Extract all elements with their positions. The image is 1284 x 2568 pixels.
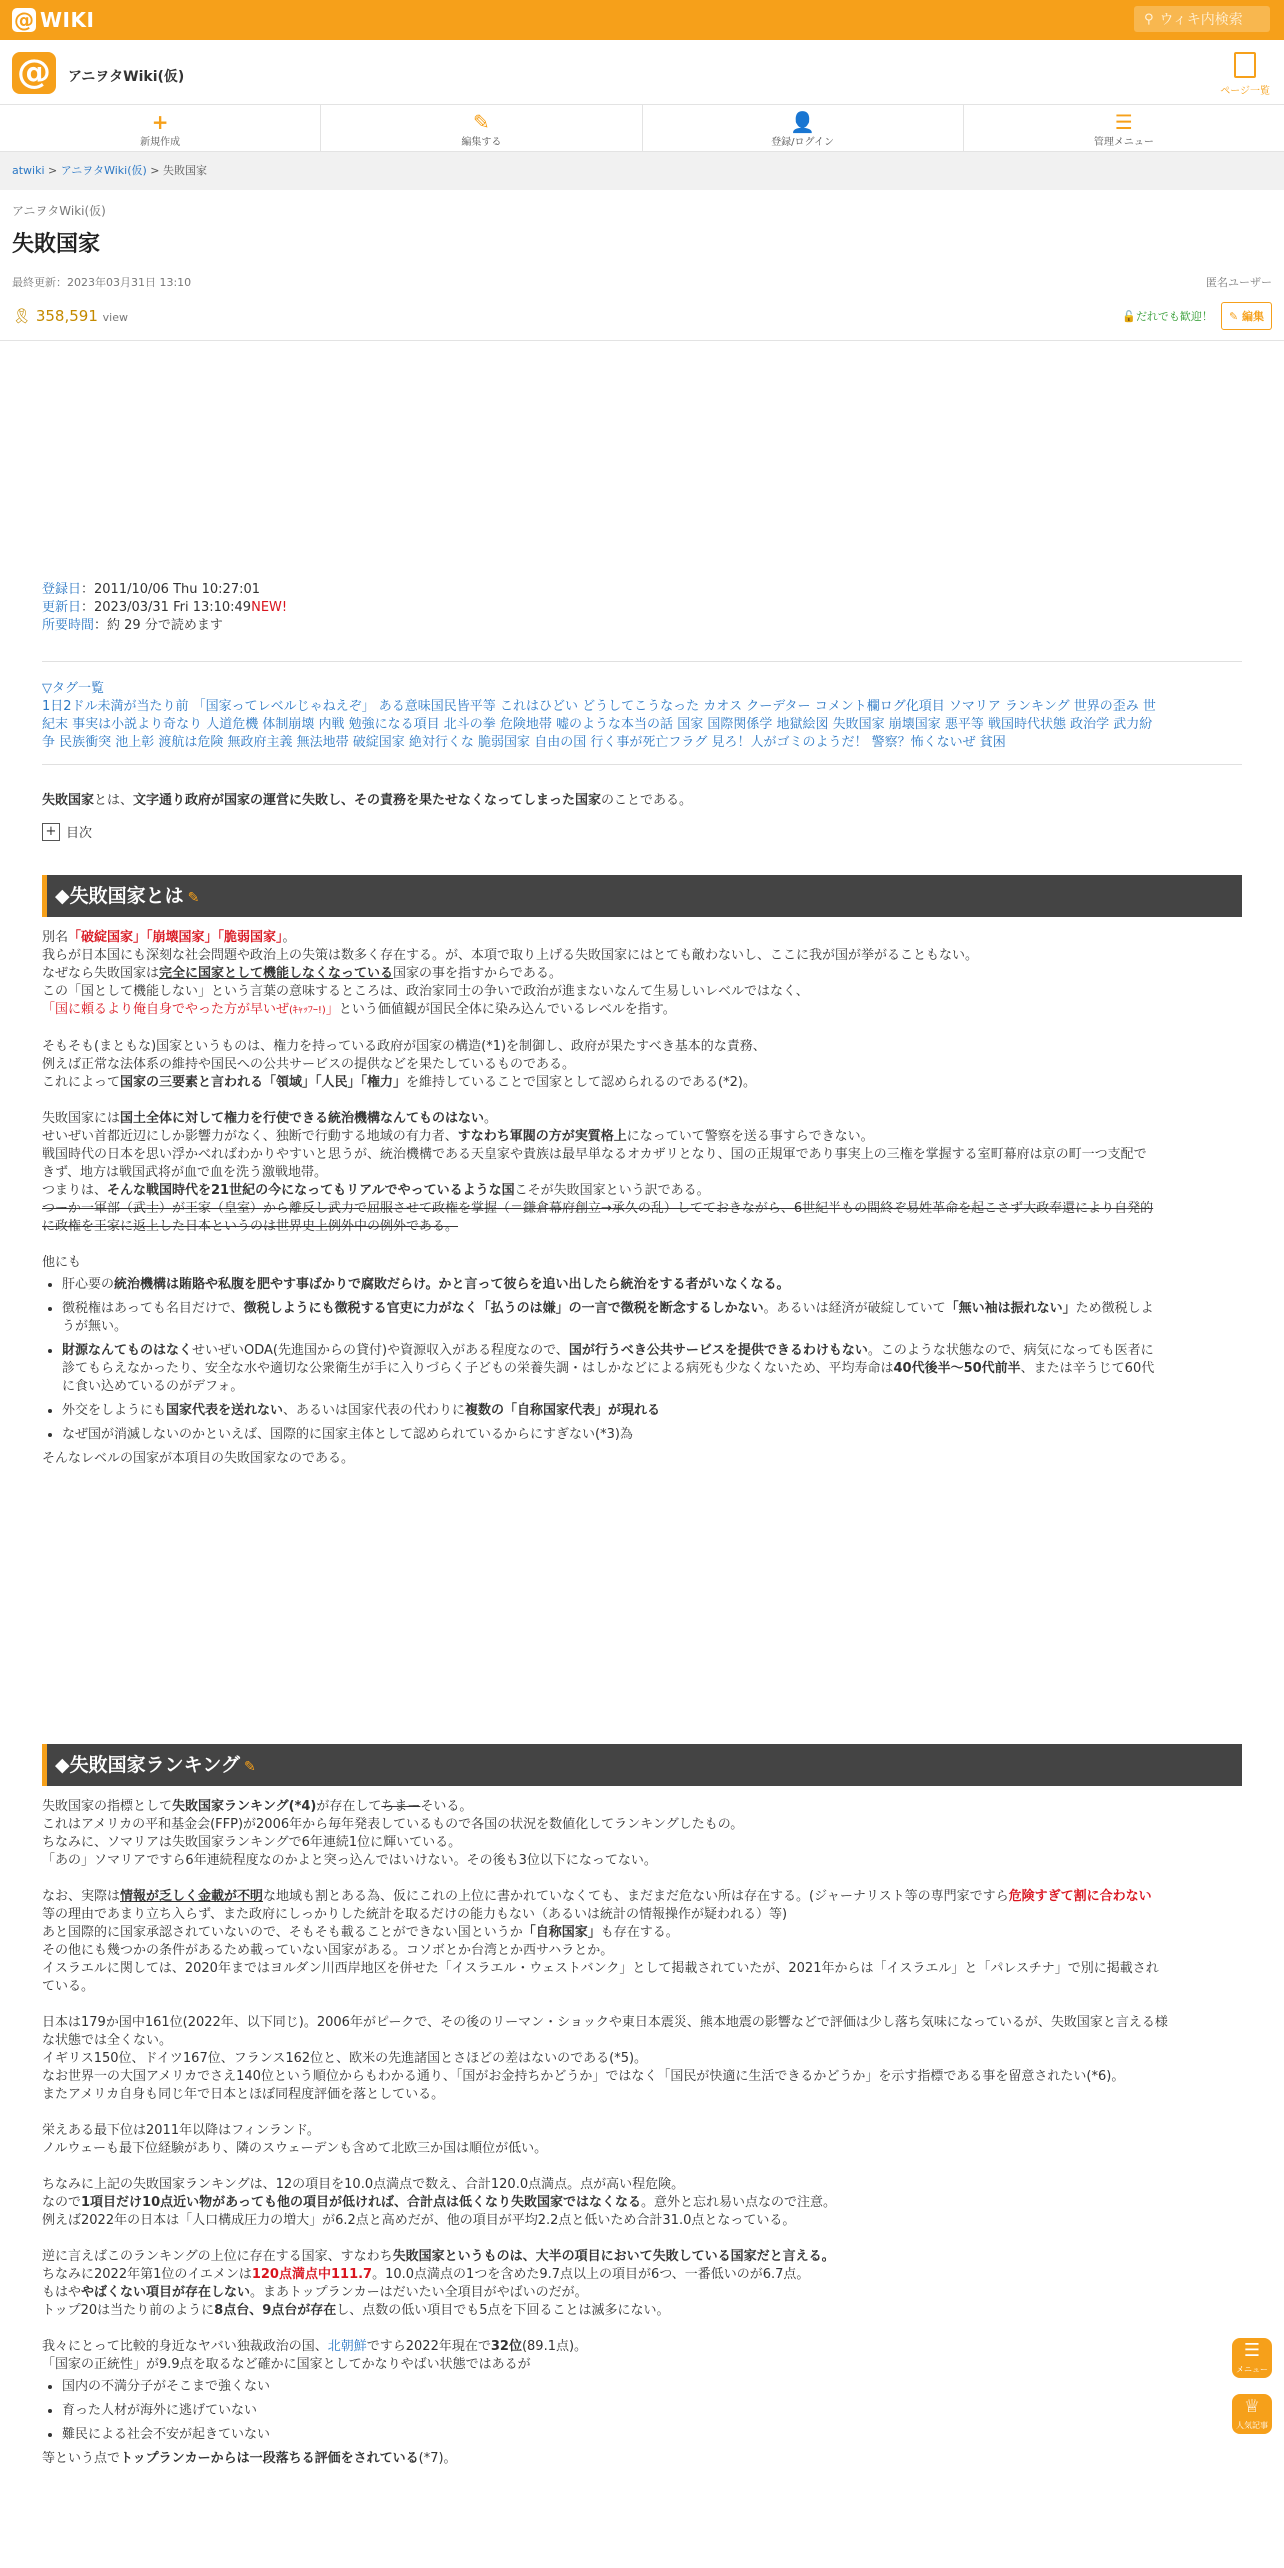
text: 「国家の正統性」が9.9点を取るなど確かに国家としてかなりやばい状態ではあるが bbox=[42, 2357, 531, 2372]
breadcrumb bbox=[0, 152, 1284, 190]
registered-value: ：2011/10/06 Thu 10:27:01 bbox=[81, 582, 261, 597]
section-heading bbox=[42, 1744, 1242, 1786]
list-item bbox=[62, 1426, 1242, 1444]
intro-text: のことである。 bbox=[601, 793, 693, 808]
author: 匿名ユーザー bbox=[1206, 276, 1272, 289]
pencil-icon: ✎ bbox=[472, 110, 490, 134]
action-bar bbox=[0, 105, 1284, 152]
emphasis: 「無い袖は振れない」 bbox=[945, 1301, 1076, 1316]
updated-value: ：2023/03/31 Fri 13:10:49 bbox=[81, 600, 252, 615]
text: つまりは、 bbox=[42, 1183, 108, 1198]
lock-open-icon: 🔓 bbox=[1122, 310, 1136, 323]
site-name[interactable]: アニヲタWiki(仮) bbox=[68, 69, 185, 85]
text: またアメリカ自身も同じ年で日本とほぼ同程度評価を落としている。 bbox=[42, 2087, 445, 2102]
tag-links-line[interactable]: 争 民族衝突 池上彰 渡航は危険 無政府主義 無法地帯 破綻国家 絶対行くな 脆弱国家 自由の国 行く事が死亡フラグ 見ろ！人がゴミのようだ！ 警察？怖くないぜ 貧困 bbox=[42, 735, 1006, 750]
view-counter bbox=[12, 307, 128, 325]
intro-text: とは、 bbox=[94, 793, 134, 808]
text: 。 bbox=[484, 1111, 498, 1126]
toc-label: 目次 bbox=[66, 826, 93, 841]
emphasis: 国土全体に対して権力を行使できる統治機構なんてものはない bbox=[120, 1111, 485, 1126]
list-item bbox=[62, 1402, 1242, 1420]
view-row bbox=[0, 302, 1284, 330]
text: そもそも(まともな)国家というものは、権力を持っている政府が国家の構造(*1)を制御し、政府が果たすべき基本的な責務、 bbox=[42, 1039, 766, 1054]
text: これによって bbox=[42, 1075, 121, 1090]
page-list-button[interactable] bbox=[1220, 52, 1270, 97]
section-heading bbox=[42, 875, 1242, 917]
search-placeholder: ウィキ内検索 bbox=[1159, 12, 1243, 28]
list-item: • 国内の不満分子がそこまで強くない bbox=[62, 2378, 1242, 2396]
welcome-label: だれでも歓迎！ bbox=[1135, 310, 1213, 323]
page-meta bbox=[0, 581, 1284, 635]
text: なぜ国が消滅しないのかといえば、国際的に国家主体として認められているからにすぎない(*3)為 bbox=[62, 1427, 633, 1442]
text: 、または辛うじて60代 bbox=[1020, 1361, 1155, 1376]
intro-term: 失敗国家 bbox=[42, 793, 95, 808]
text: な状態では全くない。 bbox=[42, 2033, 173, 2048]
popular-label: 人気記事 bbox=[1236, 2421, 1268, 2430]
emphasis: 国家代表を送れない bbox=[166, 1403, 284, 1418]
text: を維持していることで国家として認められるのである(*2)。 bbox=[406, 1075, 756, 1090]
text: 、あるいは国家代表の代わりに bbox=[283, 1403, 466, 1418]
divider bbox=[42, 661, 1242, 662]
text: せいぜい首都近辺にしか影響力がなく、独断で行動する地域の有力者、 bbox=[42, 1129, 458, 1144]
floating-popular-button[interactable] bbox=[1232, 2394, 1272, 2434]
text: うが無い。 bbox=[62, 1319, 128, 1334]
menu-label: メニュー bbox=[1236, 2365, 1268, 2374]
emphasis: 40代後半〜50代前半 bbox=[893, 1361, 1021, 1376]
text: 。意外と忘れ易い点なので注意。 bbox=[641, 2195, 837, 2210]
text: ですら2022年現在で bbox=[366, 2339, 491, 2354]
site-logo-icon[interactable]: @ bbox=[12, 52, 56, 94]
text: な地域も割とある為、仮にこれの上位に書かれていなくても、まだまだ危ない所は存在する。(ジャーナリスト等の専門家ですら bbox=[263, 1889, 1009, 1904]
registered-label: 登録日 bbox=[42, 582, 82, 597]
emphasis: 国が行うべき公共サービスを提供できるわけもない bbox=[568, 1343, 868, 1358]
text: その他にも幾つかの条件があるため載っていない国家がある。コソボとか台湾とか西サハラとか。 bbox=[42, 1943, 614, 1958]
edit-page-button[interactable] bbox=[321, 105, 642, 151]
edit-label: 編集 bbox=[1242, 310, 1264, 323]
text: になっていて警察を送る事すらできない。 bbox=[626, 1129, 874, 1144]
text: に食い込めているのがデフォ。 bbox=[62, 1379, 244, 1394]
text: そいる。 bbox=[420, 1799, 473, 1814]
text: なので bbox=[42, 2195, 82, 2210]
strike-text: ちまー bbox=[381, 1799, 421, 1814]
section-title: ◆失敗国家とは bbox=[55, 885, 184, 907]
spacer bbox=[42, 1020, 1242, 1038]
emphasis: 財源なんてものはなく bbox=[62, 1343, 193, 1358]
intro-definition: 文字通り政府が国家の運営に失敗し、その責務を果たせなくなってしまった国家 bbox=[133, 793, 602, 808]
text: ちなみに上記の失敗国家ランキングは、12の項目を10.0点満点で数え、合計120.0点満点。点が高い程危険。 bbox=[42, 2177, 685, 2192]
text: イスラエルに関しては、2020年まではヨルダン川西岸地区を併せた「イスラエル・ウェストバンク」として掲載されていたが、2021年からは「イスラエル」と「パレスチナ」で別に掲載され bbox=[42, 1961, 1159, 1976]
emphasis: 失敗国家ランキング(*4) bbox=[172, 1799, 317, 1814]
view-unit: view bbox=[102, 311, 128, 324]
document-icon bbox=[1234, 52, 1256, 78]
text: (89.1点)。 bbox=[521, 2339, 588, 2354]
text: こそが失敗国家という訳である。 bbox=[514, 1183, 710, 1198]
emphasis: トップランカーからは一段落ちる評価をされている bbox=[120, 2451, 419, 2466]
divider bbox=[42, 764, 1242, 765]
text: きず、地方は戦国武将が血で血を洗う激戦地帯。 bbox=[42, 1165, 327, 1180]
section-body bbox=[0, 1798, 1284, 2468]
crown-icon: ♕ bbox=[1243, 2396, 1261, 2417]
emphasis-red: 120点満点中111.7 bbox=[251, 2267, 373, 2282]
text: 。 bbox=[282, 930, 296, 945]
text: せいぜいODA(先進国からの貸付)や資源収入がある程度なので、 bbox=[192, 1343, 569, 1358]
emphasis: 国家の三要素と言われる「領域」「人民」「権力」 bbox=[120, 1075, 407, 1090]
text: 別名 bbox=[42, 930, 69, 945]
ad-space bbox=[0, 341, 1284, 581]
emphasis: 「自称国家」 bbox=[522, 1925, 601, 1940]
breadcrumb-sep: > bbox=[146, 164, 164, 177]
read-time-label: 所要時間 bbox=[42, 618, 95, 633]
search-icon: ⚲ bbox=[1144, 11, 1154, 27]
text: トップ20は当たり前のように bbox=[42, 2303, 215, 2318]
last-updated: 最終更新：2023年03月31日 13:10 bbox=[12, 276, 192, 289]
emphasis: 1項目だけ10点近い物があっても他の項目が低ければ、合計点は低くなり失敗国家ではなくなる bbox=[81, 2195, 642, 2210]
new-badge: NEW! bbox=[251, 600, 288, 615]
text: なぜなら失敗国家は bbox=[42, 966, 160, 981]
update-row bbox=[0, 274, 1284, 290]
spacer bbox=[42, 2104, 1242, 2122]
edit-section-icon[interactable]: ✎ bbox=[187, 890, 200, 906]
text: ちなみに、ソマリアは失敗国家ランキングで6年連続1位に輝いている。 bbox=[42, 1835, 462, 1850]
section-body bbox=[0, 929, 1284, 1468]
page-header bbox=[0, 190, 1284, 341]
alias-names: 「破綻国家」「崩壊国家」「脆弱国家」 bbox=[68, 930, 283, 945]
text: も存在する。 bbox=[600, 1925, 679, 1940]
top-bar bbox=[0, 0, 1284, 40]
text: 例えば正常な法体系の維持や国民への公共サービスの提供などを果たしているものである。 bbox=[42, 1057, 576, 1072]
new-page-button[interactable] bbox=[0, 105, 321, 151]
at-logo-icon: @ bbox=[14, 8, 34, 32]
floating-menu-button[interactable] bbox=[1232, 2338, 1272, 2378]
text: ている。 bbox=[42, 1979, 95, 1994]
edit-section-icon[interactable]: ✎ bbox=[244, 1759, 256, 1775]
text: が存在して bbox=[316, 1799, 382, 1814]
emphasis: 8点台、9点台が存在 bbox=[214, 2303, 337, 2318]
login-button[interactable] bbox=[643, 105, 964, 151]
text: 他にも bbox=[42, 1255, 82, 1270]
user-add-icon: 👤 bbox=[790, 110, 816, 134]
breadcrumb-site[interactable]: アニヲタWiki(仮) bbox=[60, 164, 147, 177]
text: これはアメリカの平和基金会(FFP)が2006年から毎年発表しているもので各国の状況を数値化してランキングしたもの。 bbox=[42, 1817, 744, 1832]
text: 等の理由であまり立ち入らず、また政府にしっかりした統計を取るだけの能力もない（あるいは統計の情報操作が疑われる）等) bbox=[42, 1907, 788, 1922]
quote: 」 bbox=[325, 1002, 339, 1017]
text: 日本は179か国中161位(2022年、以下同じ)。2006年がピークで、その後のリーマン・ショックや東日本震災、熊本地震の影響などで評価は少し落ち気味になっているが、失敗国家と言える様 bbox=[42, 2015, 1168, 2030]
text: 診てもらえなかったり、安全な水や適切な公衆衛生が手に入りづらく子どもの栄養失調・はしかなどによる病死も少なくないため、平均寿命は bbox=[62, 1361, 894, 1376]
spacer bbox=[42, 2320, 1242, 2338]
text: 等という点で bbox=[42, 2451, 121, 2466]
breadcrumb-sep: > bbox=[44, 164, 61, 177]
emphasis: やばくない項目が存在しない bbox=[81, 2285, 251, 2300]
text: イギリス150位、ドイツ167位、フランス162位と、欧米の先進諸国とさほどの差はないのである(*5)。 bbox=[42, 2051, 648, 2066]
text: そんなレベルの国家が本項目の失敗国家なのである。 bbox=[42, 1451, 355, 1466]
edit-button[interactable] bbox=[1221, 302, 1272, 330]
text: なお、実際は bbox=[42, 1889, 121, 1904]
wiki-logo-text: WIKI bbox=[40, 8, 95, 32]
tag-list bbox=[0, 680, 1284, 752]
strike-text: つーか一軍部（武士）が王家（皇室）から離反し武力で屈服させて政権を掌握（＝鎌倉幕府創立→承久の乱）してておきながら、6世紀半もの間終ぞ易姓革命を起こさず大政奉還により自発的 bbox=[42, 1201, 1154, 1216]
new-page-label: 新規作成 bbox=[140, 137, 181, 148]
section-title: ◆失敗国家ランキング bbox=[55, 1754, 241, 1776]
text: 。あるいは経済が破綻していて bbox=[763, 1301, 946, 1316]
emphasis: 複数の「自称国家代表」が現れる bbox=[465, 1403, 661, 1418]
emphasis: 完全に国家として機能しなくなっている bbox=[159, 966, 394, 981]
medal-icon: 🎗 bbox=[12, 307, 32, 325]
view-count: 358,591 bbox=[35, 307, 98, 325]
updated-label: 更新日 bbox=[42, 600, 82, 615]
text: なお世界一の大国アメリカでさえ140位という順位からもわかる通り、「国がお金持ちかどうか」ではなく「国民が快適に生活できるかどうか」を示す指標である事を留意されたい(*6)。 bbox=[42, 2069, 1125, 2084]
text: 失敗国家の指標として bbox=[42, 1799, 173, 1814]
text: この「国として機能しない」という言葉の意味するところは、政治家同士の争いで政治が進まないなんて生易しいレベルではなく、 bbox=[42, 984, 809, 999]
list-item bbox=[62, 1342, 1242, 1396]
site-header bbox=[0, 40, 1284, 105]
list-item bbox=[62, 1300, 1242, 1336]
text: (*7)。 bbox=[418, 2451, 457, 2466]
emphasis: 32位 bbox=[490, 2339, 522, 2354]
text: 外交をしようにも bbox=[62, 1403, 167, 1418]
spacer bbox=[42, 1236, 1242, 1254]
admin-menu-button[interactable] bbox=[964, 105, 1284, 151]
text: 。まあトップランカーはだいたい全項目がやばいのだが。 bbox=[250, 2285, 588, 2300]
emphasis: 徴税しようにも徴税する官吏に力がなく「払うのは嫌」の一言で徴税を断念するしかない bbox=[243, 1301, 764, 1316]
bullet-list bbox=[42, 1276, 1242, 1444]
list-item: • 育った人材が海外に逃げていない bbox=[62, 2402, 1242, 2420]
emphasis: そんな戦国時代を21世紀の今になってもリアルでやっているような国 bbox=[107, 1183, 515, 1198]
menu-icon: ☰ bbox=[1243, 2340, 1261, 2361]
text: 栄えある最下位は2011年以降はフィンランド。 bbox=[42, 2123, 320, 2138]
intro-paragraph bbox=[0, 789, 1284, 808]
read-time-value: ：約 29 分で読めます bbox=[94, 618, 223, 633]
text: もはや bbox=[42, 2285, 82, 2300]
emphasis: 統治機構は賄賂や私腹を肥やす事ばかりで腐敗だらけ。かと言って彼らを追い出したら統治をする者がいなくなる。 bbox=[114, 1277, 790, 1292]
text: 。このような状態なので、病気になっても医者に bbox=[867, 1343, 1154, 1358]
text: 「あの」ソマリアですら6年連続程度なのかよと突っ込んではいけない。その後も3位以下になってない。 bbox=[42, 1853, 657, 1868]
text: という価値観が国民全体に染み込んでいるレベルを指す。 bbox=[338, 1002, 676, 1017]
spacer bbox=[42, 1996, 1242, 2014]
admin-menu-label: 管理メニュー bbox=[1093, 137, 1154, 148]
text: 。10.0点満点の1つを含めた9.7点以上の項目が6つ、一番低いのが6.7点。 bbox=[372, 2267, 810, 2282]
site-label: アニヲタWiki(仮) bbox=[12, 204, 106, 218]
strike-text: に政権を王家に返上した日本というのは世界史上例外中の例外である。 bbox=[42, 1219, 459, 1234]
text: 我々にとって比較的身近なヤバい独裁政治の国、 bbox=[42, 2339, 328, 2354]
emphasis-red: 危険すぎて割に合わない bbox=[1008, 1889, 1152, 1904]
text: あと国際的に国家承認されていないので、そもそも載ることができない国というか bbox=[42, 1925, 523, 1940]
link-north-korea[interactable]: 北朝鮮 bbox=[327, 2339, 367, 2354]
text: し、点数の低い項目でも5点を下回ることは滅多にない。 bbox=[336, 2303, 670, 2318]
plus-icon: + bbox=[151, 110, 169, 134]
tag-links-line[interactable]: 紀末 事実は小説より奇なり 人道危機 体制崩壊 内戦 勉強になる項目 北斗の拳 危険地帯 嘘のような本当の話 国家 国際関係学 地獄絵図 失敗国家 崩壊国家 悪平等 戦国時代状態 政治学 武力紛 bbox=[42, 717, 1153, 732]
page-title: 失敗国家 bbox=[12, 232, 101, 257]
text: 戦国時代の日本を思い浮かべればわかりやすいと思うが、統治機構である天皇家や貴族は最早単なるオカザリとなり、国の正規軍であり事実上の三権を掌握する室町幕府は京の町一つ支配で bbox=[42, 1147, 1147, 1162]
breadcrumb-atwiki[interactable]: atwiki bbox=[12, 164, 45, 177]
emphasis: 失敗国家というものは、大半の項目において失敗している国家だと言える。 bbox=[392, 2249, 835, 2264]
wiki-search-input[interactable] bbox=[1134, 6, 1270, 32]
quote: 「国に頼るより俺自身でやった方が早いぜ bbox=[42, 1002, 290, 1017]
text: ノルウェーも最下位経験があり、隣のスウェーデンも含めて北欧三か国は順位が低い。 bbox=[42, 2141, 548, 2156]
spacer bbox=[42, 1092, 1242, 1110]
text: 失敗国家には bbox=[42, 1111, 121, 1126]
bullet-list bbox=[42, 2378, 1242, 2444]
text: 我らが日本国にも深刻な社会問題や政治上の失策は数多く存在する。が、本項で取り上げる失敗国家にはとても敵わないし、ここに我が国が挙がることもない。 bbox=[42, 948, 979, 963]
text: ちなみに2022年第1位のイエメンは bbox=[42, 2267, 252, 2282]
text: 徴税権はあっても名目だけで、 bbox=[62, 1301, 244, 1316]
atwiki-logo[interactable] bbox=[12, 8, 94, 32]
welcome-badge bbox=[1122, 308, 1213, 324]
tag-list-header[interactable]: ▽タグ一覧 bbox=[42, 681, 104, 696]
emphasis: すなわち軍閥の方が実質格上 bbox=[457, 1129, 627, 1144]
text: 国家の事を指すからである。 bbox=[393, 966, 562, 981]
spacer bbox=[42, 2158, 1242, 2176]
spacer bbox=[42, 1870, 1242, 1888]
quote-small: (ｷｬｯﾌｰ!) bbox=[289, 1005, 326, 1016]
toc-toggle[interactable] bbox=[0, 822, 1284, 841]
tag-links-line[interactable]: 1日2ドル未満が当たり前 「国家ってレベルじゃねえぞ」 ある意味国民皆平等 これはひどい どうしてこうなった カオス クーデター コメント欄ログ化項目 ソマリア ランキング 世界の歪み 世 bbox=[42, 699, 1156, 714]
text: 肝心要の bbox=[62, 1277, 115, 1292]
pencil-icon: ✎ bbox=[1228, 310, 1239, 323]
text: 逆に言えばこのランキングの上位に存在する国家、すなわち bbox=[42, 2249, 393, 2264]
breadcrumb-current: 失敗国家 bbox=[163, 164, 208, 177]
page-list-label: ページ一覧 bbox=[1220, 86, 1270, 97]
edit-page-label: 編集する bbox=[461, 137, 502, 148]
text: ため徴税しよ bbox=[1075, 1301, 1154, 1316]
spacer bbox=[42, 2230, 1242, 2248]
login-label: 登録/ログイン bbox=[771, 137, 835, 148]
emphasis: 情報が乏しく金載が不明 bbox=[120, 1889, 264, 1904]
expand-icon: + bbox=[42, 823, 60, 841]
list-item: • 難民による社会不安が起きていない bbox=[62, 2426, 1242, 2444]
settings-list-icon: ☰ bbox=[1114, 110, 1133, 134]
ad-space bbox=[0, 1468, 1284, 1744]
text: 例えば2022年の日本は「人口構成圧力の増大」が6.2点と高めだが、他の項目が平均2.2点と低いため合計31.0点となっている。 bbox=[42, 2213, 796, 2228]
list-item bbox=[62, 1276, 1242, 1294]
